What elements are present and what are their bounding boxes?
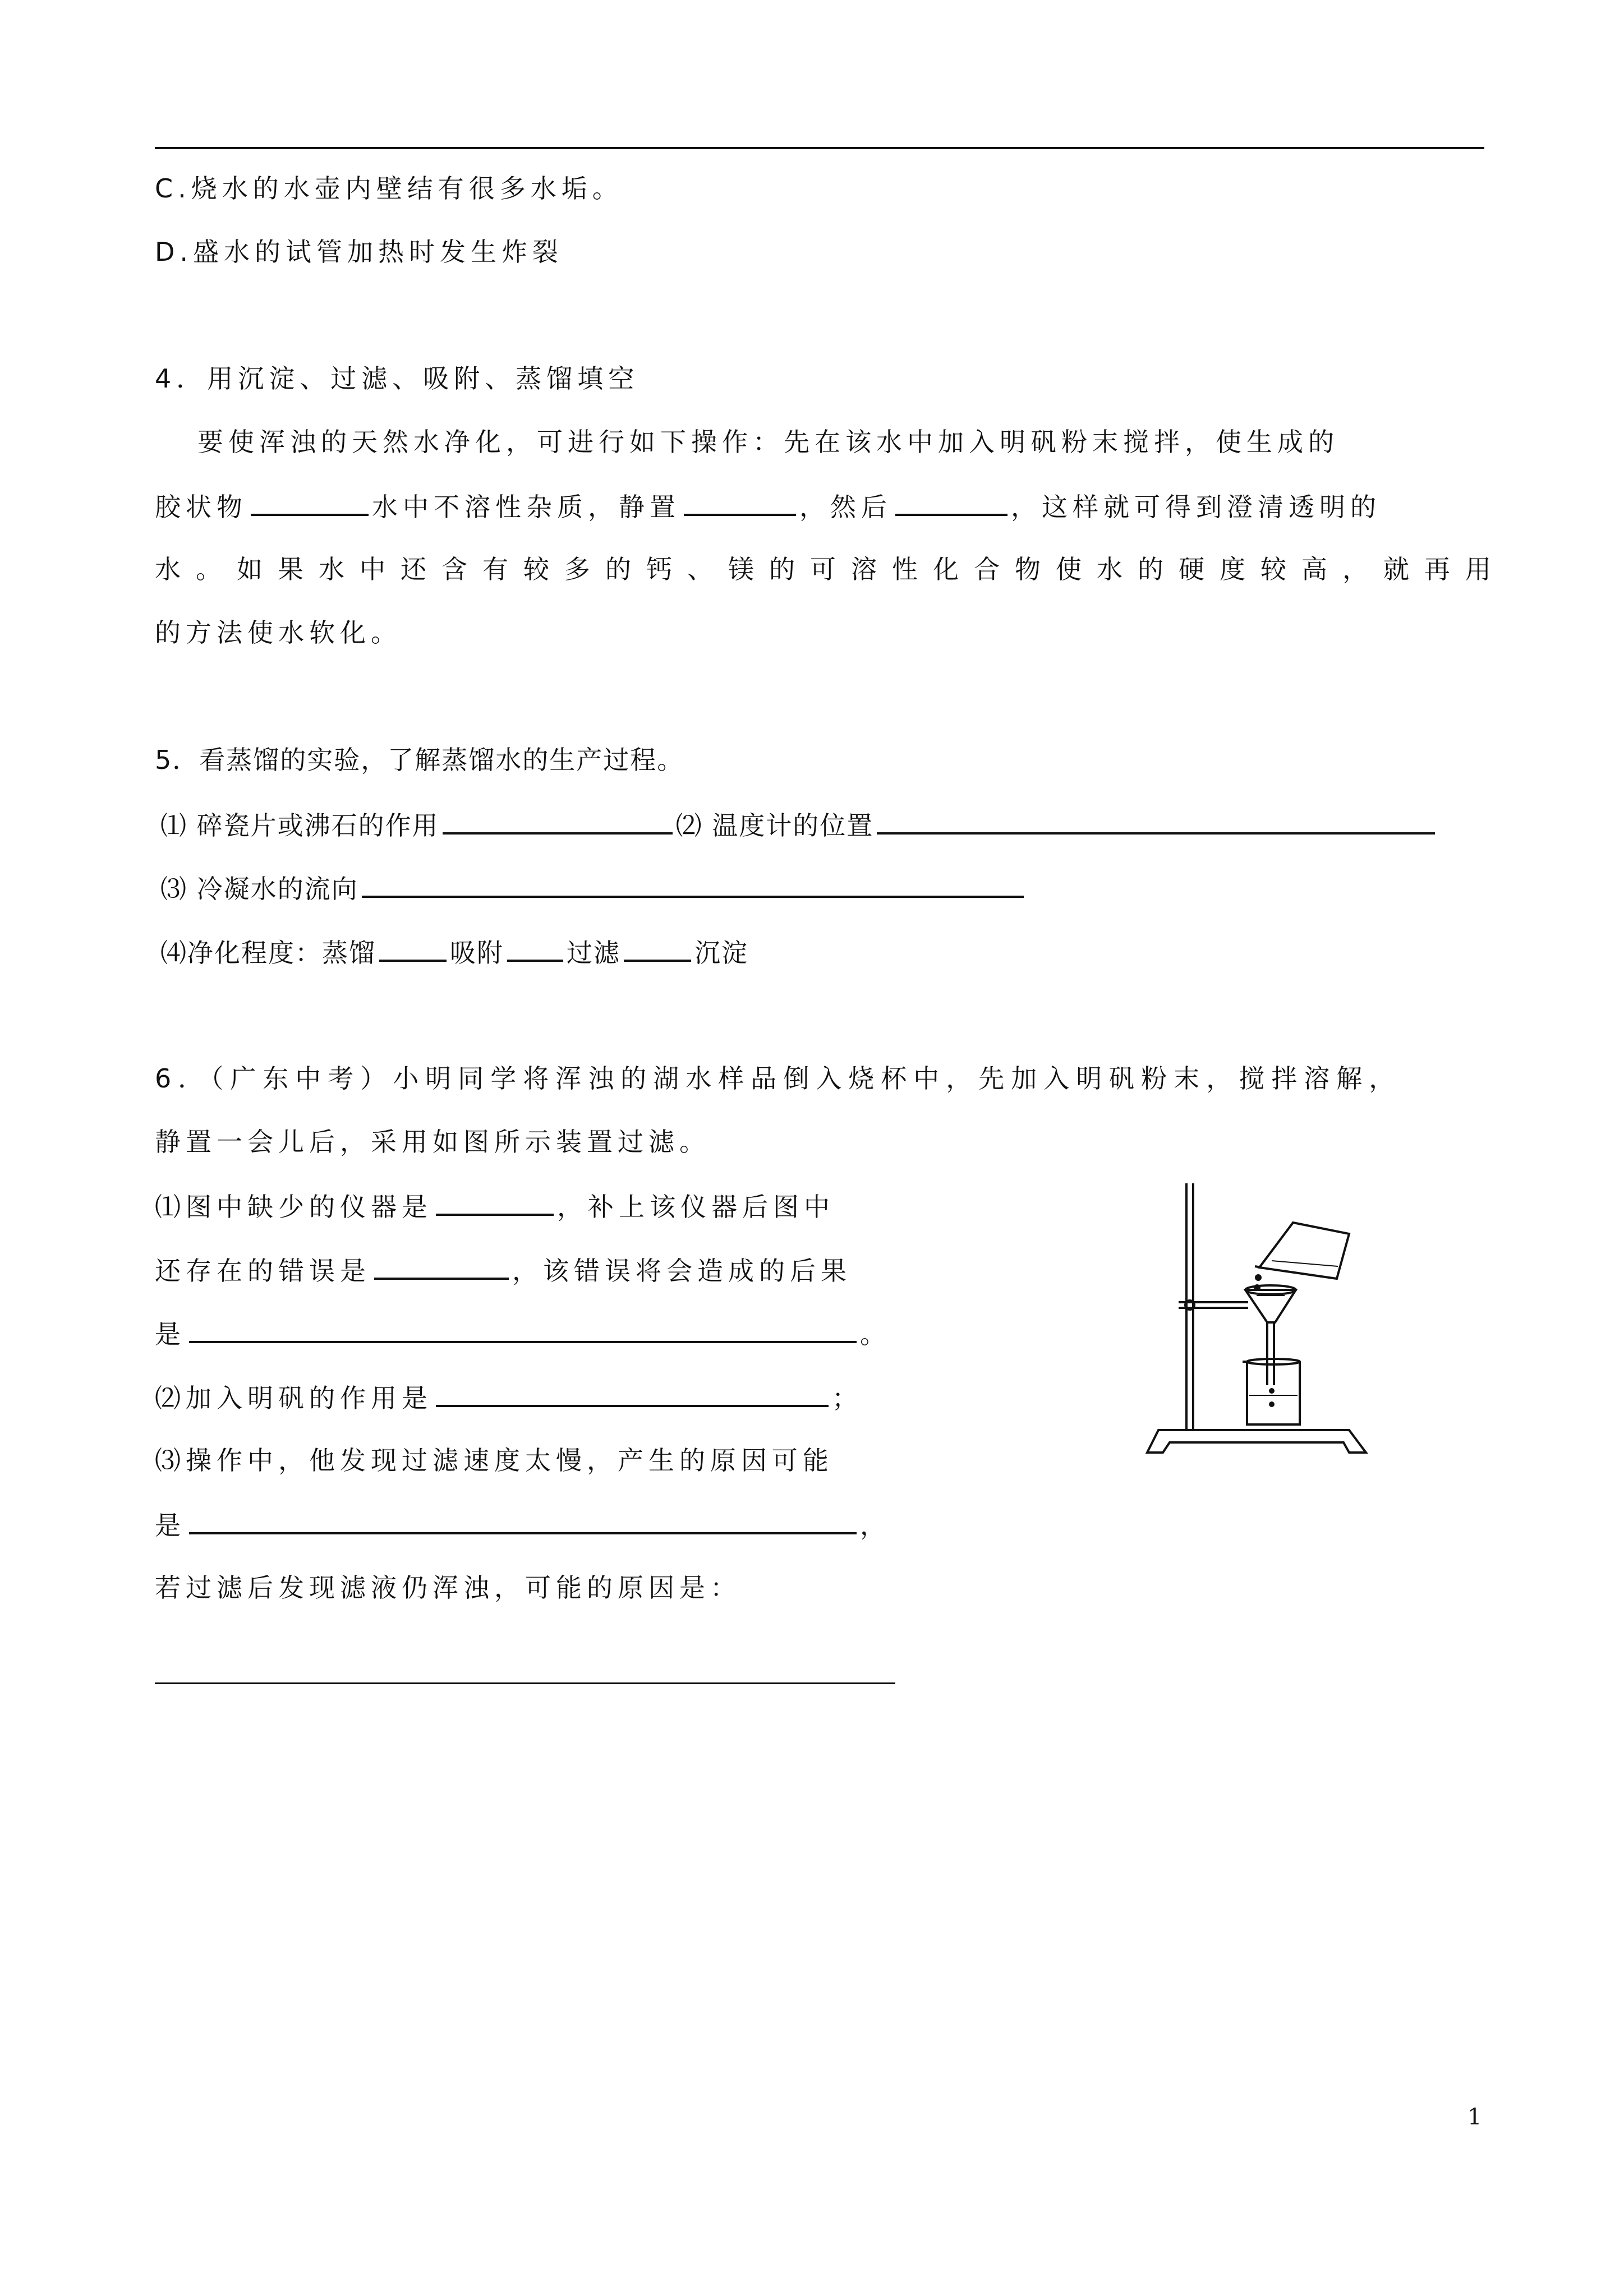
q4-text: 水中不溶性杂质，静置 [372, 492, 680, 522]
q5-item-4 [160, 935, 748, 970]
q6-blank-4[interactable] [436, 1380, 829, 1407]
q6-text: ， [860, 1510, 891, 1541]
page-number: 1 [1467, 2104, 1482, 2130]
q6-text: ，该错误将会造成的后果 [512, 1256, 852, 1286]
q6-blank-6[interactable] [155, 1682, 895, 1684]
q6-sub2 [155, 1253, 852, 1288]
q5-blank-4[interactable] [379, 935, 447, 962]
option-c: C.烧水的水壶内壁结有很多水垢。 [155, 173, 623, 204]
q4-line2 [155, 489, 1381, 524]
q5-text: 沉淀 [694, 938, 748, 968]
header-rule [155, 147, 1484, 149]
q6-text: 。 [860, 1319, 891, 1349]
q4-line3: 水。如果水中还含有较多的钙、镁的可溶性化合物使水的硬度较高，就再用 [155, 554, 1506, 584]
q6-blank-5[interactable] [189, 1507, 857, 1534]
q6-text: 是 [155, 1319, 186, 1349]
q4-line4: 的方法使水软化。 [155, 617, 402, 648]
q5-blank-6[interactable] [624, 935, 691, 962]
q5-blank-5[interactable] [507, 935, 563, 962]
q6-text: ⑵加入明矾的作用是 [155, 1383, 433, 1413]
q5-blank-3[interactable] [362, 871, 1024, 898]
q4-text: ，然后 [799, 492, 892, 522]
option-d: D.盛水的试管加热时发生炸裂 [155, 237, 564, 267]
q6-sub4 [155, 1380, 863, 1415]
q6-text: 还存在的错误是 [155, 1256, 371, 1286]
q6-sub3 [155, 1316, 891, 1351]
q6-blank-1[interactable] [436, 1189, 554, 1216]
q6-blank-3[interactable] [189, 1316, 857, 1343]
q4-text: ，这样就可得到澄清透明的 [1011, 492, 1381, 522]
q5-title: 5．看蒸馏的实验，了解蒸馏水的生产过程。 [155, 745, 684, 775]
q6-text: ⑴图中缺少的仪器是 [155, 1192, 433, 1222]
q4-text: 胶状物 [155, 492, 247, 522]
q6-text: ，补上该仪器后图中 [557, 1192, 835, 1222]
q4-blank-1[interactable] [251, 489, 369, 516]
q6-sub6 [155, 1507, 891, 1542]
q5-text: ⑵ 温度计的位置 [675, 810, 874, 841]
q5-text: 过滤 [567, 938, 620, 968]
q6-text: 是 [155, 1510, 186, 1541]
q6-sub7: 若过滤后发现滤液仍浑浊，可能的原因是： [155, 1573, 741, 1603]
q6-blank-2[interactable] [374, 1253, 509, 1280]
q4-blank-2[interactable] [684, 489, 796, 516]
q5-item-3 [160, 871, 1027, 906]
q6-line1: 6．（广东中考）小明同学将浑浊的湖水样品倒入烧杯中，先加入明矾粉末，搅拌溶解， [155, 1063, 1402, 1094]
q5-text: 吸附 [450, 938, 504, 968]
q5-blank-2[interactable] [877, 808, 1435, 835]
q4-line1: 要使浑浊的天然水净化，可进行如下操作：先在该水中加入明矾粉末搅拌，使生成的 [197, 427, 1339, 457]
filtration-apparatus-figure [1125, 1183, 1394, 1475]
q5-blank-1[interactable] [443, 808, 673, 835]
q5-text: ⑶ 冷凝水的流向 [160, 874, 358, 904]
q4-title: 4．用沉淀、过滤、吸附、蒸馏填空 [155, 363, 640, 394]
q6-line2: 静置一会儿后，采用如图所示装置过滤。 [155, 1127, 710, 1157]
q5-text: ⑴ 碎瓷片或沸石的作用 [160, 810, 439, 841]
q6-sub1 [155, 1189, 835, 1224]
q5-text: ⑷净化程度：蒸馏 [160, 938, 376, 968]
q6-text: ； [832, 1383, 863, 1413]
q4-blank-3[interactable] [895, 489, 1007, 516]
q5-item-1-2 [160, 808, 1438, 842]
q6-sub5: ⑶操作中，他发现过滤速度太慢，产生的原因可能 [155, 1445, 834, 1476]
